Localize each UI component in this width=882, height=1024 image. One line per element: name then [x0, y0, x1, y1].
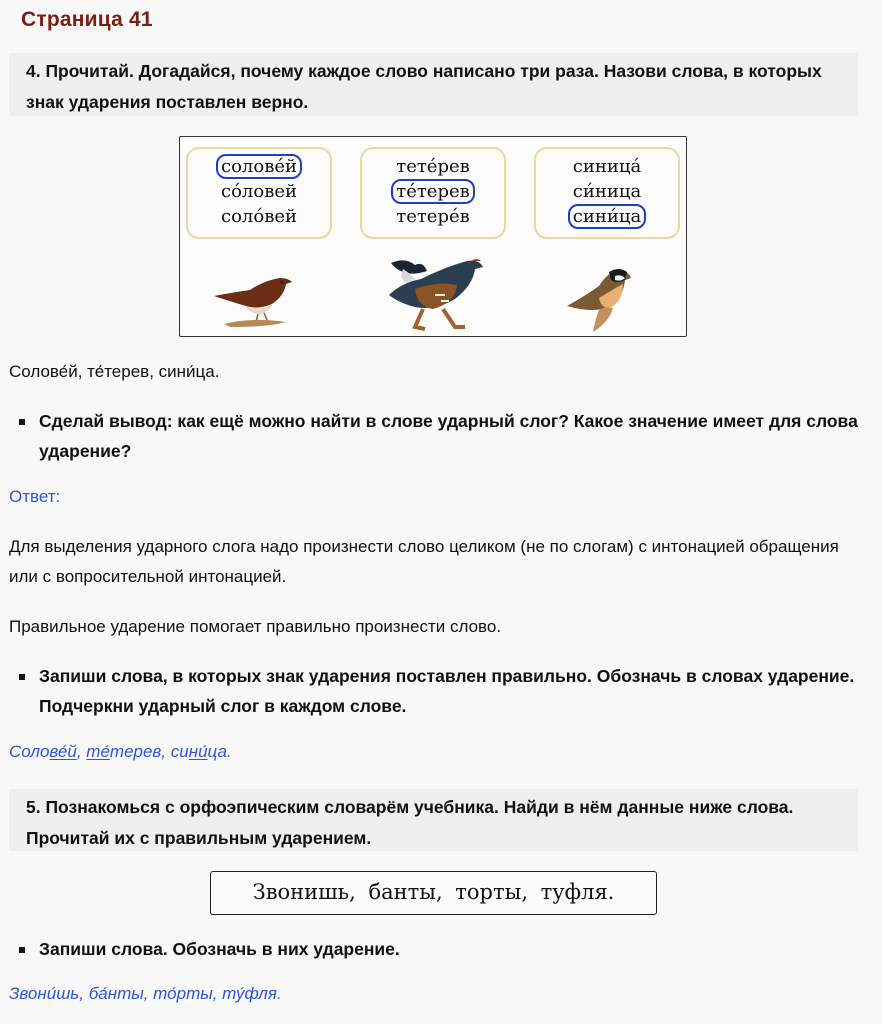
stressed-syllable: ве́й — [49, 742, 77, 761]
word-option-correct: те́терев — [362, 179, 504, 204]
word-card-nightingale — [186, 147, 332, 239]
black-grouse-illustration — [385, 255, 490, 333]
conclusion-question: Сделай вывод: как ещё можно найти в слове ударный слог? Какое значение имеет для слова ударение? — [18, 406, 858, 466]
word-card-tit — [534, 147, 680, 239]
stress-exercise-figure — [179, 136, 687, 337]
word-option: синица́ — [572, 156, 642, 177]
task-5-text: 5. Познакомься с орфоэпическим словарём учебника. Найди в нём данные ниже слова. Прочитай их с правильным ударением. — [26, 797, 794, 848]
tit-illustration — [565, 262, 640, 334]
answer-label: Ответ: — [9, 487, 61, 506]
word-card-black-grouse — [360, 147, 506, 239]
word-option: соло́вей — [221, 206, 297, 227]
task-5-prompt — [9, 789, 858, 851]
task-4-prompt — [9, 53, 858, 116]
bullet-marker — [19, 947, 25, 953]
bullet-marker — [19, 419, 25, 425]
task-5-answer: Звони́шь, ба́нты, то́рты, ту́фля. — [9, 984, 282, 1003]
stressed-syllable: ни́ — [188, 742, 208, 761]
bullet-marker — [19, 674, 25, 680]
task-4-text: 4. Прочитай. Догадайся, почему каждое слово написано три раза. Назови слова, в которых знак ударения поставлен верно. — [26, 61, 822, 112]
stressed-syllable: те́ — [86, 742, 110, 761]
word-option: тетере́в — [396, 206, 470, 227]
write-task-question: Запиши слова, в которых знак ударения поставлен правильно. Обозначь в словах ударение. Подчеркни ударный слог в каждом слове. — [18, 661, 858, 721]
task-4-answer: Солове́й, те́терев, сини́ца. — [9, 362, 220, 381]
task-5-question: Запиши слова. Обозначь в них ударение. — [18, 934, 858, 964]
word-option-correct: сини́ца — [536, 204, 678, 229]
word-option-correct: солове́й — [188, 154, 330, 179]
word-option: со́ловей — [221, 181, 297, 202]
conclusion-answer-paragraph-1: Для выделения ударного слога надо произнести слово целиком (не по слогам) с интонацией обращения или с вопросительной интонацией. — [9, 537, 839, 586]
nightingale-illustration — [210, 262, 295, 327]
word-option: тете́рев — [396, 156, 470, 177]
write-task-answer: Солове́й, те́терев, сини́ца. — [9, 742, 232, 761]
word-option: си́ница — [572, 181, 642, 202]
words-strip: Звонишь, банты, торты, туфля. — [210, 871, 657, 915]
conclusion-answer-paragraph-2: Правильное ударение помогает правильно произнести слово. — [9, 617, 502, 636]
page-title: Страница 41 — [21, 8, 153, 31]
